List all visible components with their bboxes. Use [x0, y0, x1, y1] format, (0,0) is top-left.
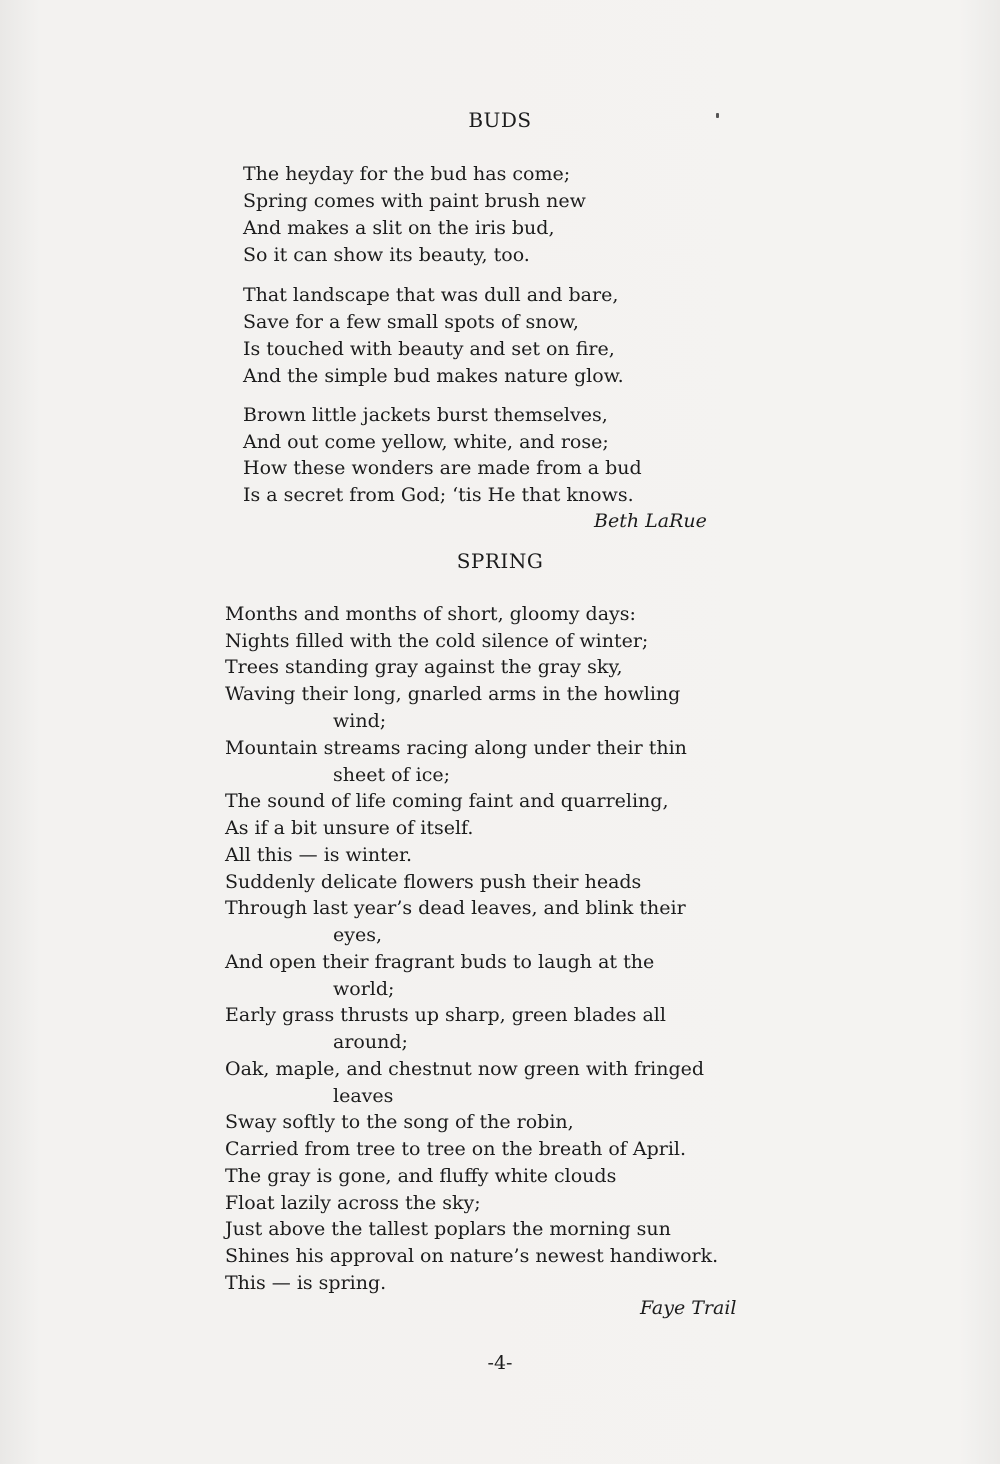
poem-line: Months and months of short, gloomy days: [225, 603, 636, 625]
poem-line: Mountain streams racing along under their thin [225, 737, 687, 759]
poem-line: The heyday for the bud has come; [243, 163, 571, 185]
poem-line: Trees standing gray against the gray sky, [225, 656, 623, 678]
poem-line: Suddenly delicate flowers push their heads [225, 871, 642, 893]
poem-line: Just above the tallest poplars the morning sun [225, 1218, 671, 1240]
poem-line: Early grass thrusts up sharp, green blades all [225, 1004, 666, 1026]
poem-line: The gray is gone, and fluffy white clouds [225, 1165, 617, 1187]
poem-line: Carried from tree to tree on the breath of April. [225, 1138, 687, 1160]
poem-line: around; [333, 1031, 408, 1053]
poem-line: Spring comes with paint brush new [243, 190, 586, 212]
poem-line: Waving their long, gnarled arms in the howling [225, 683, 681, 705]
poem-line: Through last year’s dead leaves, and blink their [225, 897, 686, 919]
poem-line: leaves [333, 1085, 394, 1107]
poem-line: eyes, [333, 924, 383, 946]
poem-title-buds: BUDS [468, 108, 532, 132]
poem-line: Is a secret from God; ‘tis He that knows. [243, 484, 634, 506]
poem-line: How these wonders are made from a bud [243, 457, 642, 479]
poem-author-spring: Faye Trail [640, 1297, 737, 1319]
poem-line: wind; [333, 710, 387, 732]
poem-line: So it can show its beauty, too. [243, 244, 530, 266]
poem-line: And out come yellow, white, and rose; [243, 431, 609, 453]
poem-line: Float lazily across the sky; [225, 1192, 481, 1214]
poem-line: The sound of life coming faint and quarreling, [225, 790, 669, 812]
poem-line: All this — is winter. [225, 844, 413, 866]
poem-line: Is touched with beauty and set on fire, [243, 338, 615, 360]
poem-line: Oak, maple, and chestnut now green with fringed [225, 1058, 705, 1080]
poem-line: And open their fragrant buds to laugh at the [225, 951, 655, 973]
poem-line: Save for a few small spots of snow, [243, 311, 579, 333]
poem-line: Nights filled with the cold silence of winter; [225, 630, 649, 652]
poem-line: sheet of ice; [333, 764, 451, 786]
poem-line: That landscape that was dull and bare, [243, 284, 619, 306]
poem-line: Shines his approval on nature’s newest handiwork. [225, 1245, 719, 1267]
poem-line: Sway softly to the song of the robin, [225, 1111, 574, 1133]
poem-author-buds: Beth LaRue [594, 510, 707, 532]
page-number: -4- [487, 1352, 513, 1374]
poem-line: As if a bit unsure of itself. [225, 817, 474, 839]
poem-line: Brown little jackets burst themselves, [243, 404, 608, 426]
poem-line: This — is spring. [225, 1272, 387, 1294]
poem-line: And makes a slit on the iris bud, [243, 217, 555, 239]
poem-title-spring: SPRING [456, 549, 544, 573]
poem-line: And the simple bud makes nature glow. [243, 365, 624, 387]
poem-line: world; [333, 978, 395, 1000]
